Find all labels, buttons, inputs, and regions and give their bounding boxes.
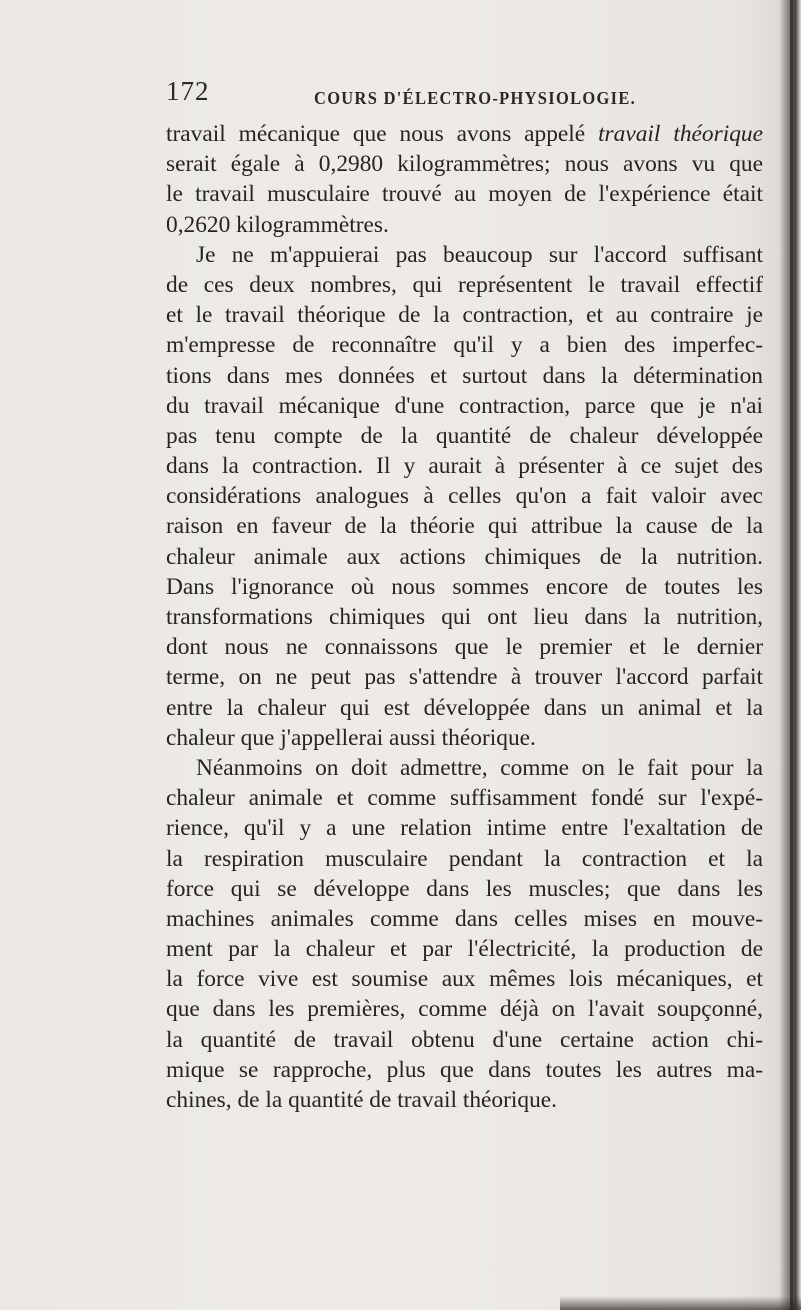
text-line: raison en faveur de la théorie qui attribue la cause de la (166, 513, 763, 540)
body-text (166, 119, 763, 1115)
text-line: rience, qu'il y a une relation intime entre l'exaltation de (166, 815, 763, 842)
text-line: chaleur animale aux actions chimiques de la nutrition. (166, 543, 763, 570)
text-line: le travail musculaire trouvé au moyen de l'expérience était (166, 181, 763, 208)
text-line: Dans l'ignorance où nous sommes encore de toutes les (166, 573, 763, 600)
text-line: et le travail théorique de la contraction, et au contraire je (166, 302, 763, 329)
text-line: la respiration musculaire pendant la contraction et la (166, 845, 763, 872)
text-line: pas tenu compte de la quantité de chaleur développée (166, 422, 763, 449)
text-line: entre la chaleur qui est développée dans un animal et la (166, 694, 763, 721)
text-line: chaleur animale et comme suffisamment fondé sur l'expé- (166, 785, 763, 812)
binding-edge (790, 0, 793, 1310)
text-line: mique se rapproche, plus que dans toutes les autres ma- (166, 1056, 763, 1083)
text-line: terme, on ne peut pas s'attendre à trouver l'accord parfait (166, 664, 763, 691)
text-line: chaleur que j'appellerai aussi théorique. (166, 724, 536, 751)
text-segment: travail mécanique que nous avons appelé (166, 121, 586, 147)
running-head: COURS D'ÉLECTRO-PHYSIOLOGIE. (314, 88, 637, 108)
text-line: Je ne m'appuierai pas beaucoup sur l'accord suffisant (196, 241, 763, 268)
text-line: transformations chimiques qui ont lieu dans la nutrition, (166, 604, 763, 630)
page-number: 172 (166, 76, 210, 106)
text-line: la force vive est soumise aux mêmes lois mécaniques, et (166, 966, 763, 993)
text-line: de ces deux nombres, qui représentent le travail effectif (166, 271, 763, 298)
text-line: chines, de la quantité de travail théorique. (166, 1087, 557, 1113)
text-line: Néanmoins on doit admettre, comme on le fait pour la (196, 754, 763, 781)
italic-term: travail théorique (598, 121, 763, 147)
text-line: dans la contraction. Il y aurait à présenter à ce sujet des (166, 453, 763, 480)
text-line: considérations analogues à celles qu'on a fait valoir avec (166, 483, 763, 510)
page-header (166, 76, 766, 112)
bottom-edge-shadow (560, 1296, 801, 1310)
text-line: que dans les premières, comme déjà on l'avait soupçonné, (166, 996, 763, 1023)
text-line: tions dans mes données et surtout dans la détermination (166, 362, 763, 389)
text-line: machines animales comme dans celles mises en mouve- (166, 905, 763, 932)
text-line: serait égale à 0,2980 kilogrammètres; nous avons vu que (166, 151, 763, 178)
text-line (166, 119, 763, 149)
text-line: du travail mécanique d'une contraction, parce que je n'ai (166, 392, 763, 419)
text-line: force qui se développe dans les muscles; que dans les (166, 875, 763, 902)
text-line: la quantité de travail obtenu d'une certaine action chi- (166, 1026, 763, 1053)
text-line: dont nous ne connaissons que le premier et le dernier (166, 634, 763, 661)
text-line: 0,2620 kilogrammètres. (166, 211, 389, 238)
text-line: m'empresse de reconnaître qu'il y a bien des imperfec- (166, 332, 763, 359)
text-line: ment par la chaleur et par l'électricité, la production de (166, 936, 763, 963)
